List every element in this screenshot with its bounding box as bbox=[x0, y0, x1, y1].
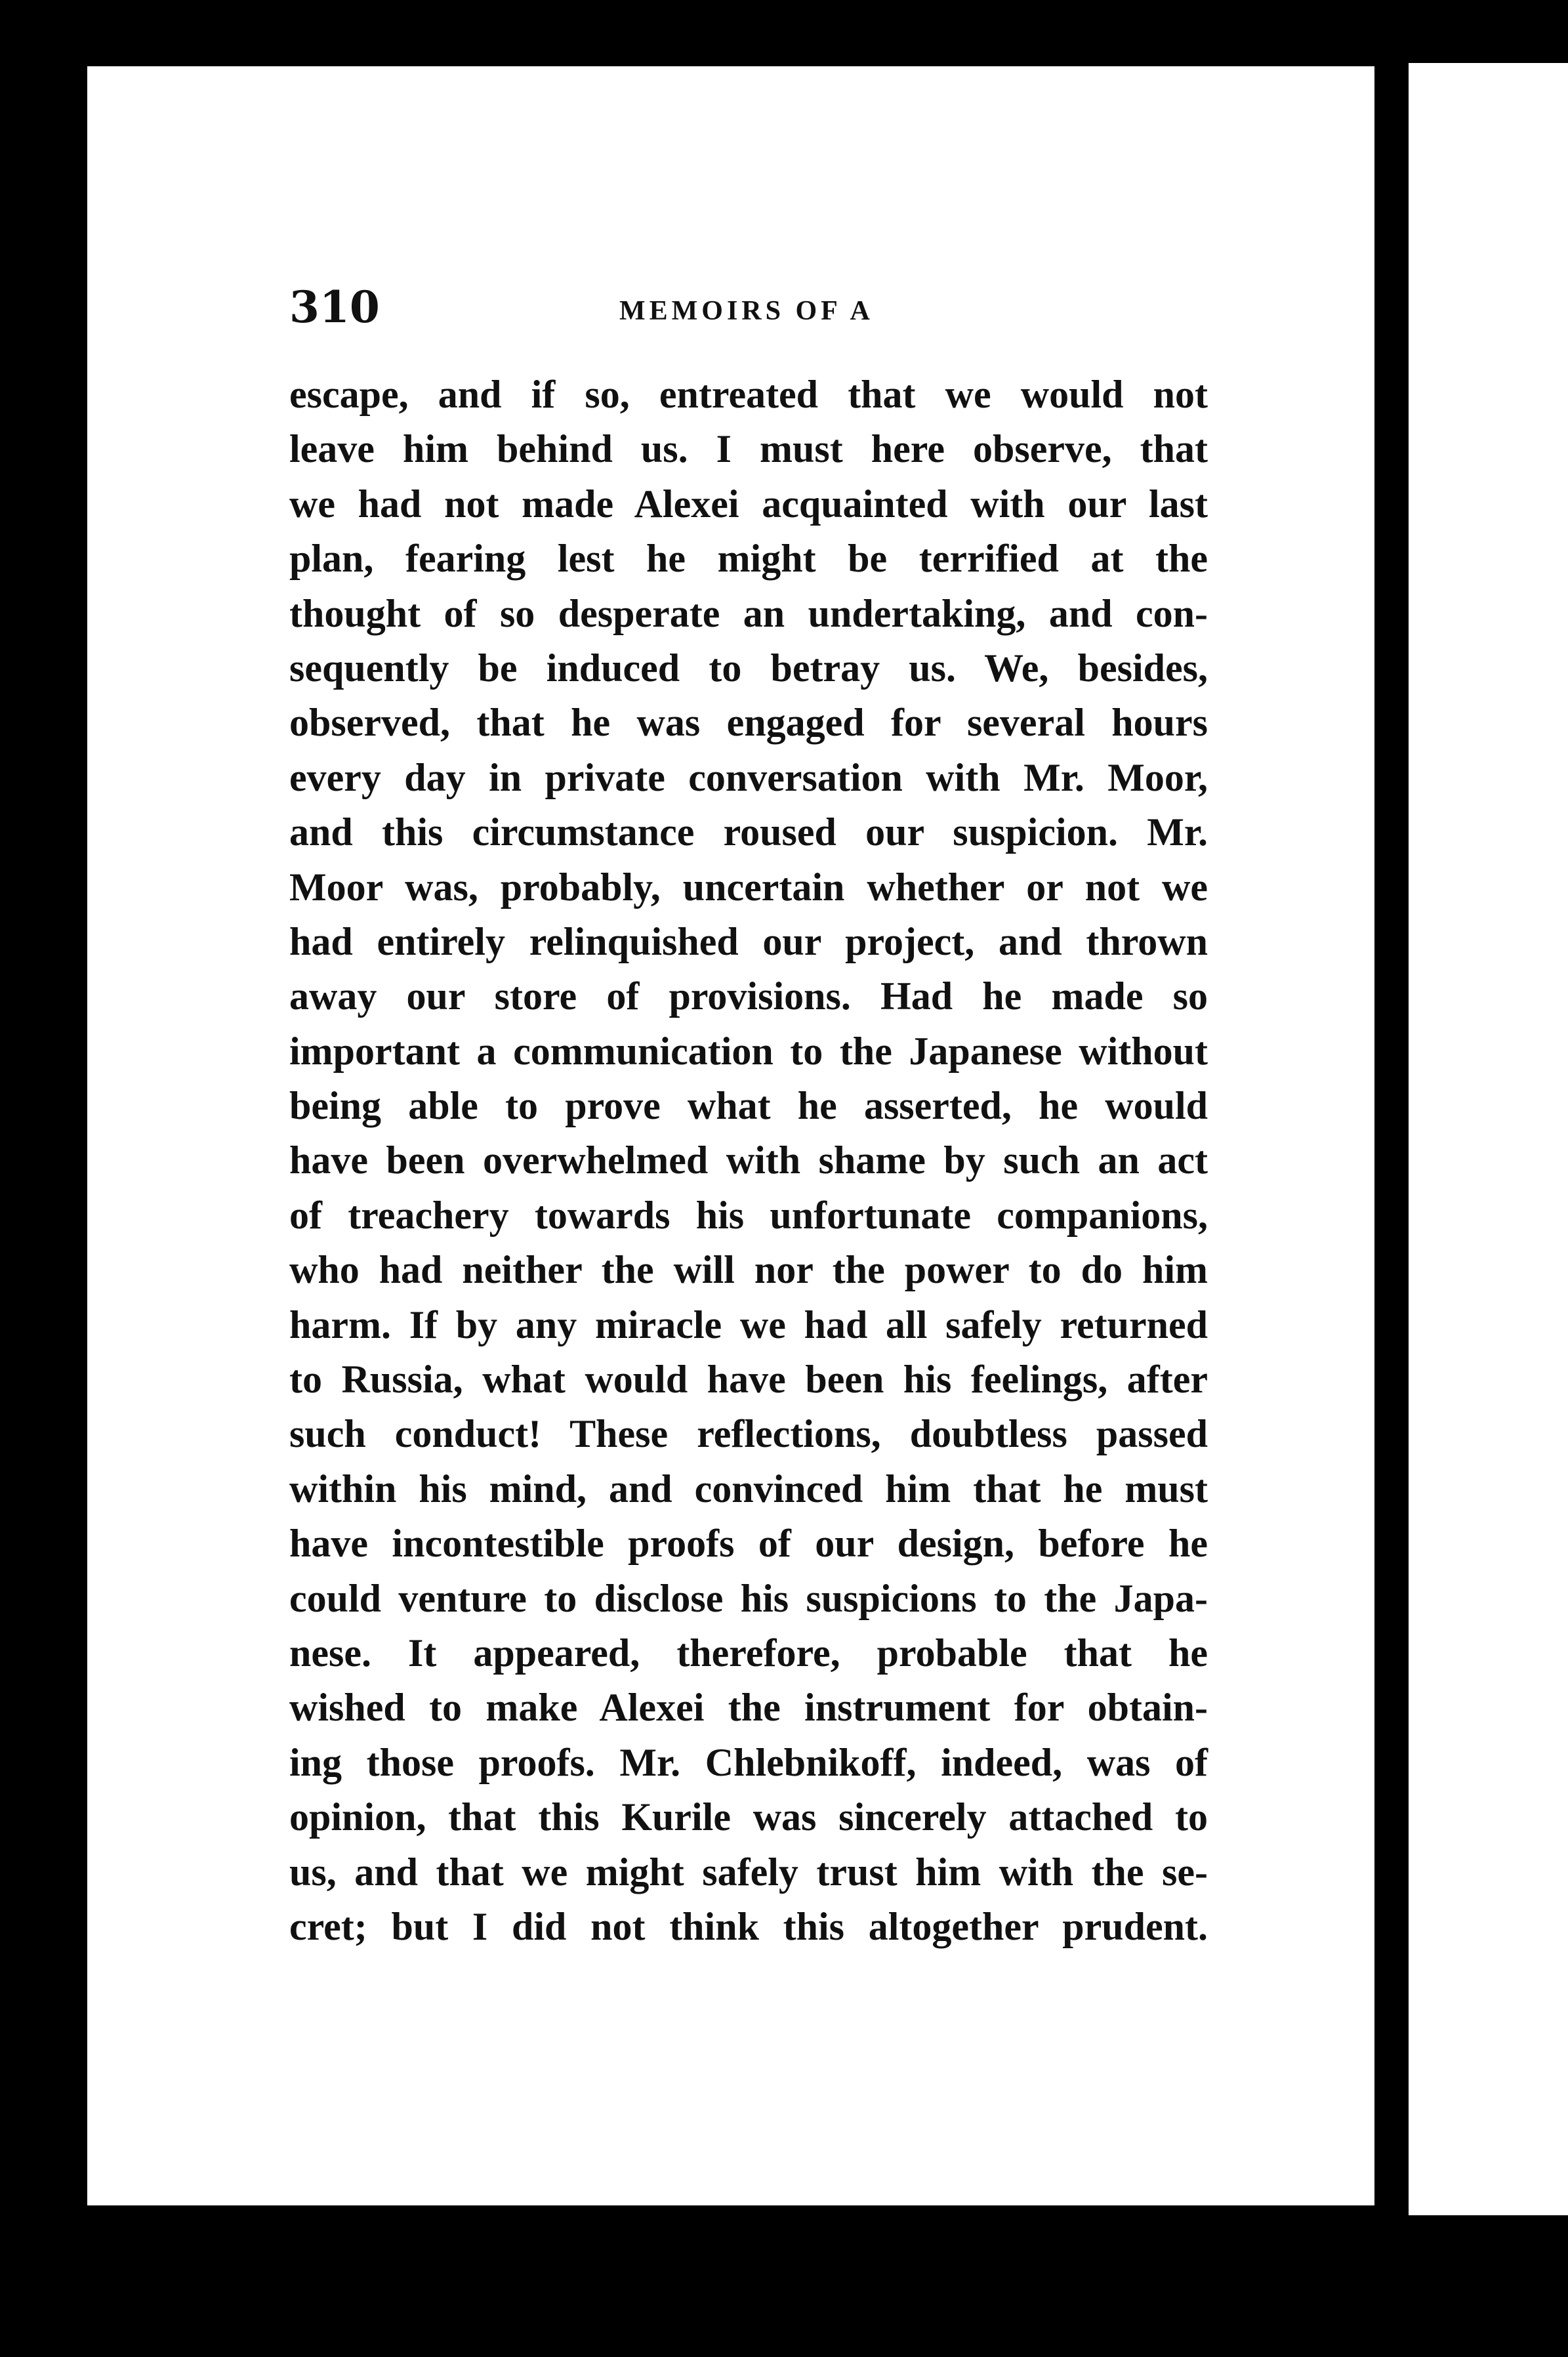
running-title: MEMOIRS OF A bbox=[619, 296, 874, 326]
adjacent-page-edge bbox=[1409, 63, 1568, 2215]
text-line: us, and that we might safely trust him with the se- bbox=[289, 1850, 1208, 1894]
text-line: cret; but I did not think this altogether prudent. bbox=[289, 1904, 1208, 1948]
text-line: we had not made Alexei acquainted with our last bbox=[289, 482, 1208, 526]
text-line: have incontestible proofs of our design, before he bbox=[289, 1522, 1208, 1566]
body-text bbox=[289, 367, 1208, 1954]
text-line: such conduct! These reflections, doubtless passed bbox=[289, 1412, 1208, 1456]
text-line: observed, that he was engaged for several hours bbox=[289, 701, 1208, 745]
text-line: harm. If by any miracle we had all safely returned bbox=[289, 1303, 1208, 1346]
text-line: had entirely relinquished our project, and thrown bbox=[289, 919, 1208, 963]
text-line: leave him behind us. I must here observe, that bbox=[289, 427, 1208, 471]
text-line: thought of so desperate an undertaking, and con- bbox=[289, 591, 1208, 635]
text-line: being able to prove what he asserted, he would bbox=[289, 1084, 1208, 1128]
text-line: nese. It appeared, therefore, probable that he bbox=[289, 1631, 1208, 1675]
text-line: could venture to disclose his suspicions to the Japa- bbox=[289, 1576, 1208, 1620]
text-line: Moor was, probably, uncertain whether or not we bbox=[289, 865, 1208, 909]
text-line: escape, and if so, entreated that we would not bbox=[289, 373, 1208, 416]
text-line: every day in private conversation with Mr. Moor, bbox=[289, 755, 1208, 799]
text-line: plan, fearing lest he might be terrified at the bbox=[289, 537, 1208, 581]
page-number: 310 bbox=[289, 282, 380, 333]
text-line: ing those proofs. Mr. Chlebnikoff, indeed, was of bbox=[289, 1740, 1208, 1784]
text-line: away our store of provisions. Had he made so bbox=[289, 974, 1208, 1018]
text-line: of treachery towards his unfortunate companions, bbox=[289, 1193, 1208, 1237]
page-header bbox=[289, 278, 1208, 343]
text-line: important a communication to the Japanese without bbox=[289, 1029, 1208, 1073]
text-line: sequently be induced to betray us. We, besides, bbox=[289, 646, 1208, 690]
text-line: to Russia, what would have been his feelings, after bbox=[289, 1358, 1208, 1402]
text-line: wished to make Alexei the instrument for obtain- bbox=[289, 1686, 1208, 1730]
text-line: opinion, that this Kurile was sincerely attached to bbox=[289, 1795, 1208, 1839]
text-line: within his mind, and convinced him that he must bbox=[289, 1467, 1208, 1511]
text-line: who had neither the will nor the power to do him bbox=[289, 1248, 1208, 1292]
text-line: have been overwhelmed with shame by such an act bbox=[289, 1138, 1208, 1182]
text-line: and this circumstance roused our suspicion. Mr. bbox=[289, 810, 1208, 854]
